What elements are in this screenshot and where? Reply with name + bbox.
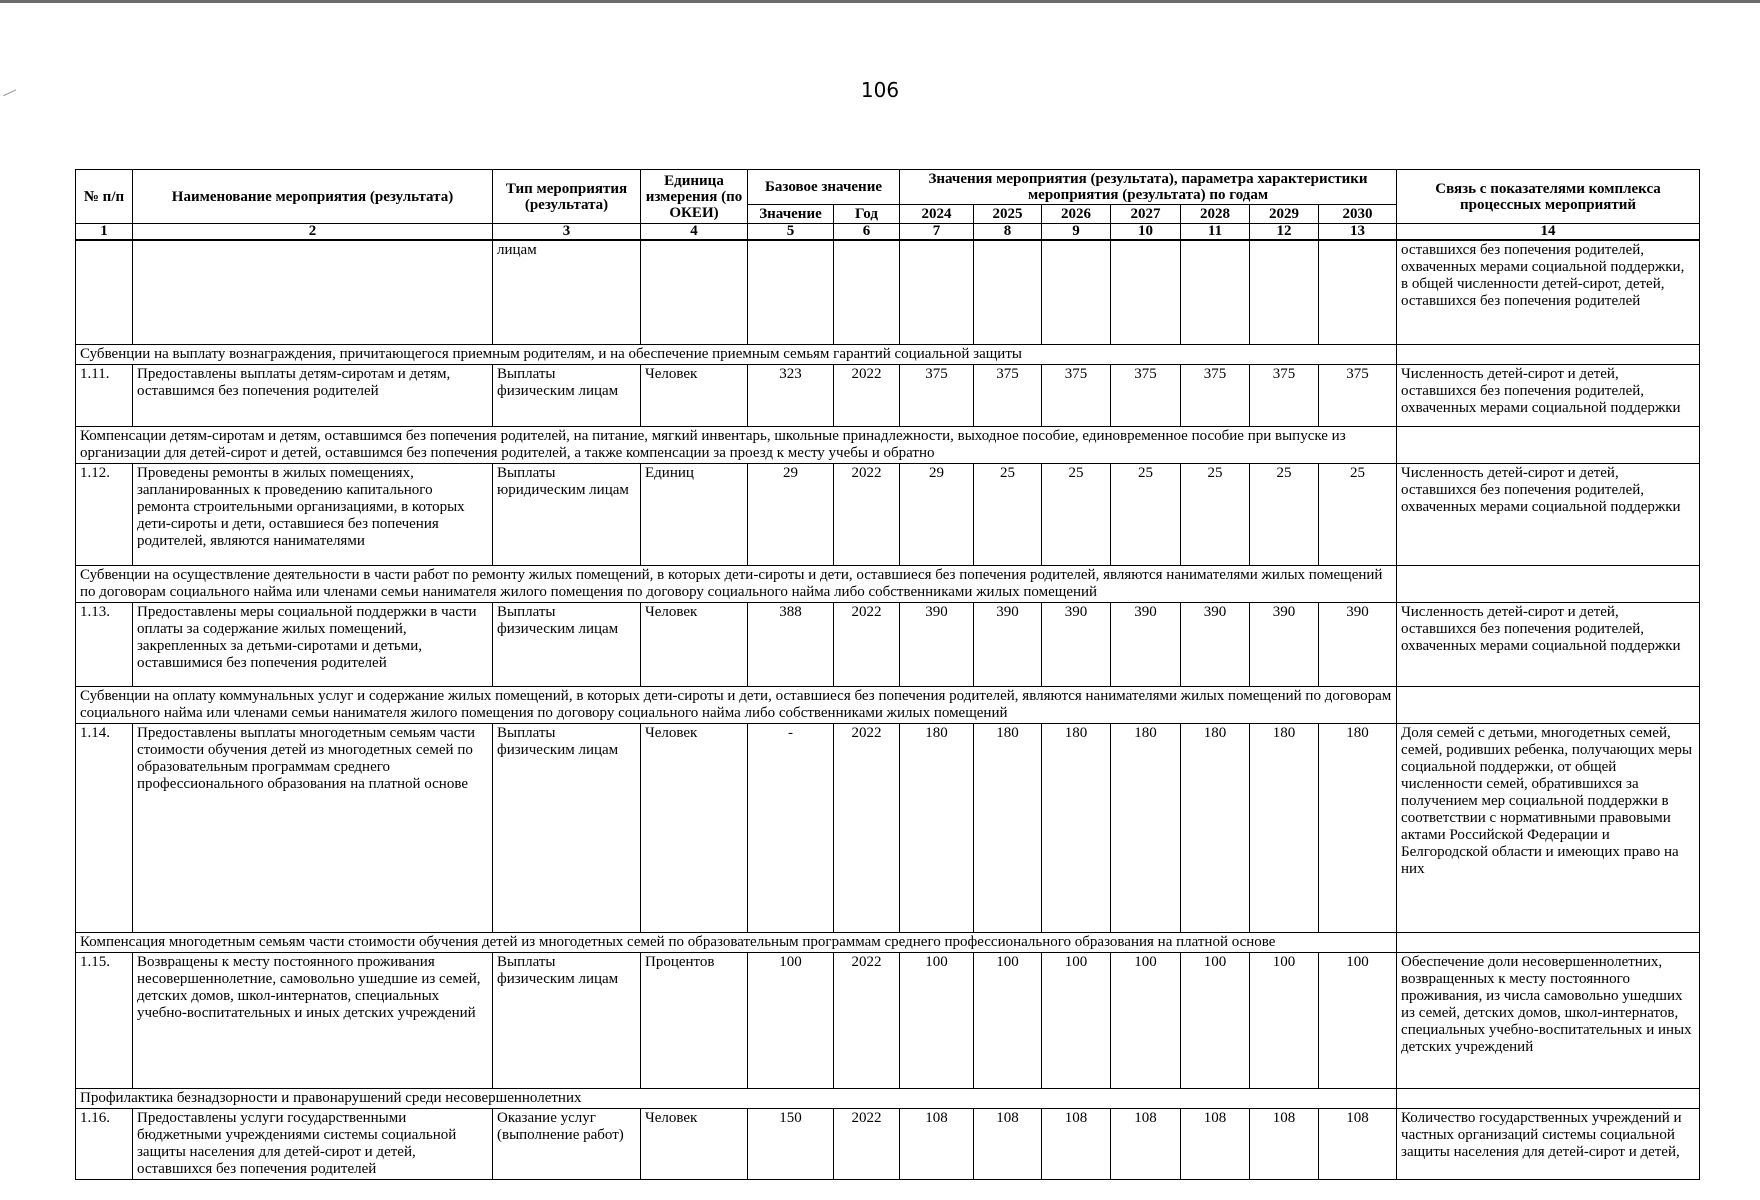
cell-year-value: 108 — [1111, 1108, 1181, 1179]
cell-base-value: 150 — [748, 1108, 834, 1179]
cell-unit: Человек — [641, 723, 748, 932]
cell-year-value: 25 — [1319, 463, 1397, 565]
header-year: 2030 — [1319, 205, 1397, 224]
header-year: 2027 — [1111, 205, 1181, 224]
cell-link: Количество государственных учреждений и частных организаций системы социальной защиты населения для детей-сирот и детей, — [1397, 1108, 1700, 1179]
cell-year-value: 180 — [1319, 723, 1397, 932]
cell-year-value: 390 — [1319, 602, 1397, 686]
section-row — [76, 932, 1700, 952]
cell-year-value: 180 — [1250, 723, 1319, 932]
cell-unit: Человек — [641, 602, 748, 686]
cell-year-value: 180 — [1181, 723, 1250, 932]
table-row — [76, 602, 1700, 686]
cell-year-value: 375 — [974, 364, 1042, 426]
table-row — [76, 723, 1700, 932]
measures-table — [75, 169, 1700, 1180]
column-number: 7 — [900, 224, 974, 241]
cell-name: Проведены ремонты в жилых помещениях, запланированных к проведению капитального ремонта строительными организациями, в которых дети-сироты и дети, оставшиеся без попечения родителей, являются нанимателями — [133, 463, 493, 565]
section-title: Компенсация многодетным семьям части стоимости обучения детей из многодетных семей по образовательным программам среднего профессионального образования на платной основе — [76, 932, 1397, 952]
cell-num: 1.13. — [76, 602, 133, 686]
section-title: Профилактика безнадзорности и правонарушений среди несовершеннолетних — [76, 1088, 1397, 1108]
cell-num: 1.14. — [76, 723, 133, 932]
cell-year-value: 390 — [1250, 602, 1319, 686]
header-year: 2025 — [974, 205, 1042, 224]
cell-link: Обеспечение доли несовершеннолетних, возвращенных к месту постоянного проживания, из числа самовольно ушедших из семей, детских домов, школ-интернатов, специальных учебно-воспитательных и иных детских учреждений — [1397, 952, 1700, 1088]
column-number: 4 — [641, 224, 748, 241]
cell-year-value: 100 — [1042, 952, 1111, 1088]
cell-year-value: 100 — [1250, 952, 1319, 1088]
header-year: 2026 — [1042, 205, 1111, 224]
table-row — [76, 364, 1700, 426]
cell-link: Численность детей-сирот и детей, оставшихся без попечения родителей, охваченных мерами социальной поддержки — [1397, 364, 1700, 426]
cell-name: Предоставлены выплаты многодетным семьям части стоимости обучения детей из многодетных семей по образовательным программам среднего профессионального образования на платной основе — [133, 723, 493, 932]
continued-row — [76, 240, 1700, 344]
cell-base-value: 29 — [748, 463, 834, 565]
header-link: Связь с показателями комплекса процессных мероприятий — [1397, 170, 1700, 224]
column-number: 6 — [834, 224, 900, 241]
table-row — [76, 1108, 1700, 1179]
header-year: 2024 — [900, 205, 974, 224]
cell-type: Выплаты юридическим лицам — [493, 463, 641, 565]
cell-type: Оказание услуг (выполнение работ) — [493, 1108, 641, 1179]
cell-base-year: 2022 — [834, 723, 900, 932]
cell-base-year: 2022 — [834, 1108, 900, 1179]
cell-base-year: 2022 — [834, 463, 900, 565]
cell-year-value: 25 — [1042, 463, 1111, 565]
cell-type: лицам — [493, 240, 641, 344]
header-num: № п/п — [76, 170, 133, 224]
cell-year-value: 25 — [1111, 463, 1181, 565]
cell-base-value: 100 — [748, 952, 834, 1088]
table-row — [76, 463, 1700, 565]
cell-year-value: 25 — [1250, 463, 1319, 565]
column-number: 2 — [133, 224, 493, 241]
section-title: Субвенции на осуществление деятельности в части работ по ремонту жилых помещений, в которых дети-сироты и дети, оставшиеся без попечения родителей, являются нанимателями жилых помещений по договорам социального найма или членами семьи нанимателя жилого помещения по договору социального найма либо собственниками жилых помещений — [76, 565, 1397, 602]
page-number: 106 — [860, 78, 900, 102]
header-years-group: Значения мероприятия (результата), параметра характеристики мероприятия (результата) по годам — [900, 170, 1397, 205]
cell-link: Доля семей с детьми, многодетных семей, семей, родивших ребенка, получающих меры социальной поддержки, от общей численности семей, обратившихся за получением мер социальной поддержки в соответствии с нормативными правовыми актами Российской Федерации и Белгородской области и имеющих право на них — [1397, 723, 1700, 932]
cell-year-value: 375 — [1111, 364, 1181, 426]
cell-link: Численность детей-сирот и детей, оставшихся без попечения родителей, охваченных мерами социальной поддержки — [1397, 602, 1700, 686]
column-number: 8 — [974, 224, 1042, 241]
section-row — [76, 344, 1700, 364]
section-title: Субвенции на выплату вознаграждения, причитающегося приемным родителям, и на обеспечение приемным семьям гарантий социальной защиты — [76, 344, 1397, 364]
cell-year-value: 390 — [1111, 602, 1181, 686]
header-base: Базовое значение — [748, 170, 900, 205]
section-title: Субвенции на оплату коммунальных услуг и содержание жилых помещений, в которых дети-сироты и дети, оставшиеся без попечения родителей, являются нанимателями жилых помещений по договорам социального найма или членами семьи нанимателя жилого помещения по договору социального найма либо собственниками жилых помещений — [76, 686, 1397, 723]
cell-name: Возвращены к месту постоянного проживания несовершеннолетние, самовольно ушедшие из семей, детских домов, школ-интернатов, специальных учебно-воспитательных и иных детских учреждений — [133, 952, 493, 1088]
cell-year-value: 180 — [974, 723, 1042, 932]
cell-year-value: 390 — [900, 602, 974, 686]
cell-year-value: 108 — [900, 1108, 974, 1179]
cell-base-value: 323 — [748, 364, 834, 426]
cell-unit: Человек — [641, 364, 748, 426]
column-number: 10 — [1111, 224, 1181, 241]
cell-num: 1.16. — [76, 1108, 133, 1179]
cell-year-value: 375 — [1181, 364, 1250, 426]
cell-year-value: 390 — [1181, 602, 1250, 686]
section-row — [76, 686, 1700, 723]
column-number: 3 — [493, 224, 641, 241]
cell-year-value: 108 — [974, 1108, 1042, 1179]
cell-base-value: - — [748, 723, 834, 932]
cell-year-value: 375 — [900, 364, 974, 426]
column-number: 13 — [1319, 224, 1397, 241]
column-number-row — [76, 224, 1700, 241]
cell-year-value: 375 — [1319, 364, 1397, 426]
section-row — [76, 565, 1700, 602]
cell-year-value: 100 — [1111, 952, 1181, 1088]
cell-num: 1.15. — [76, 952, 133, 1088]
header-base-value: Значение — [748, 205, 834, 224]
header-type: Тип мероприятия (результата) — [493, 170, 641, 224]
cell-year-value: 25 — [1181, 463, 1250, 565]
cell-name: Предоставлены меры социальной поддержки в части оплаты за содержание жилых помещений, закрепленных за детьми-сиротами и детьми, оставшимися без попечения родителей — [133, 602, 493, 686]
column-number: 11 — [1181, 224, 1250, 241]
header-year: 2028 — [1181, 205, 1250, 224]
cell-year-value: 100 — [1181, 952, 1250, 1088]
top-border-line — [0, 0, 1760, 3]
cell-name: Предоставлены выплаты детям-сиротам и детям, оставшимся без попечения родителей — [133, 364, 493, 426]
cell-base-year: 2022 — [834, 952, 900, 1088]
cell-year-value: 390 — [1042, 602, 1111, 686]
cell-type: Выплаты физическим лицам — [493, 723, 641, 932]
cell-base-value: 388 — [748, 602, 834, 686]
cell-unit: Процентов — [641, 952, 748, 1088]
header-base-year: Год — [834, 205, 900, 224]
cell-year-value: 29 — [900, 463, 974, 565]
cell-year-value: 375 — [1250, 364, 1319, 426]
cell-name: Предоставлены услуги государственными бюджетными учреждениями системы социальной защиты населения для детей-сирот и детей, оставшихся без попечения родителей — [133, 1108, 493, 1179]
cell-unit: Человек — [641, 1108, 748, 1179]
cell-link: Численность детей-сирот и детей, оставшихся без попечения родителей, охваченных мерами социальной поддержки — [1397, 463, 1700, 565]
section-title: Компенсации детям-сиротам и детям, оставшимся без попечения родителей, на питание, мягкий инвентарь, школьные принадлежности, выходное пособие, единовременное пособие при выпуске из организации для детей-сирот и детей, оставшимся без попечения родителей, а также компенсации за проезд к месту учебы и обратно — [76, 426, 1397, 463]
cell-year-value: 180 — [900, 723, 974, 932]
column-number: 5 — [748, 224, 834, 241]
cell-year-value: 100 — [974, 952, 1042, 1088]
cell-year-value: 100 — [900, 952, 974, 1088]
cell-link: оставшихся без попечения родителей, охваченных мерами социальной поддержки, в общей численности детей-сирот, детей, оставшихся без попечения родителей — [1397, 240, 1700, 344]
cell-unit: Единиц — [641, 463, 748, 565]
cell-year-value: 25 — [974, 463, 1042, 565]
cell-year-value: 100 — [1319, 952, 1397, 1088]
section-row — [76, 1088, 1700, 1108]
cell-year-value: 108 — [1250, 1108, 1319, 1179]
cell-year-value: 390 — [974, 602, 1042, 686]
cell-type: Выплаты физическим лицам — [493, 602, 641, 686]
cell-type: Выплаты физическим лицам — [493, 952, 641, 1088]
table-header — [76, 170, 1700, 224]
table-row — [76, 952, 1700, 1088]
cell-type: Выплаты физическим лицам — [493, 364, 641, 426]
column-number: 9 — [1042, 224, 1111, 241]
cell-year-value: 180 — [1111, 723, 1181, 932]
cell-year-value: 108 — [1319, 1108, 1397, 1179]
cell-year-value: 180 — [1042, 723, 1111, 932]
header-name: Наименование мероприятия (результата) — [133, 170, 493, 224]
cell-year-value: 375 — [1042, 364, 1111, 426]
column-number: 14 — [1397, 224, 1700, 241]
cell-year-value: 108 — [1181, 1108, 1250, 1179]
section-row — [76, 426, 1700, 463]
column-number: 1 — [76, 224, 133, 241]
header-year: 2029 — [1250, 205, 1319, 224]
header-unit: Единица измерения (по ОКЕИ) — [641, 170, 748, 224]
cell-base-year: 2022 — [834, 364, 900, 426]
cell-base-year: 2022 — [834, 602, 900, 686]
cell-year-value: 108 — [1042, 1108, 1111, 1179]
cell-num: 1.12. — [76, 463, 133, 565]
cell-num: 1.11. — [76, 364, 133, 426]
column-number: 12 — [1250, 224, 1319, 241]
table-body — [76, 224, 1700, 1180]
